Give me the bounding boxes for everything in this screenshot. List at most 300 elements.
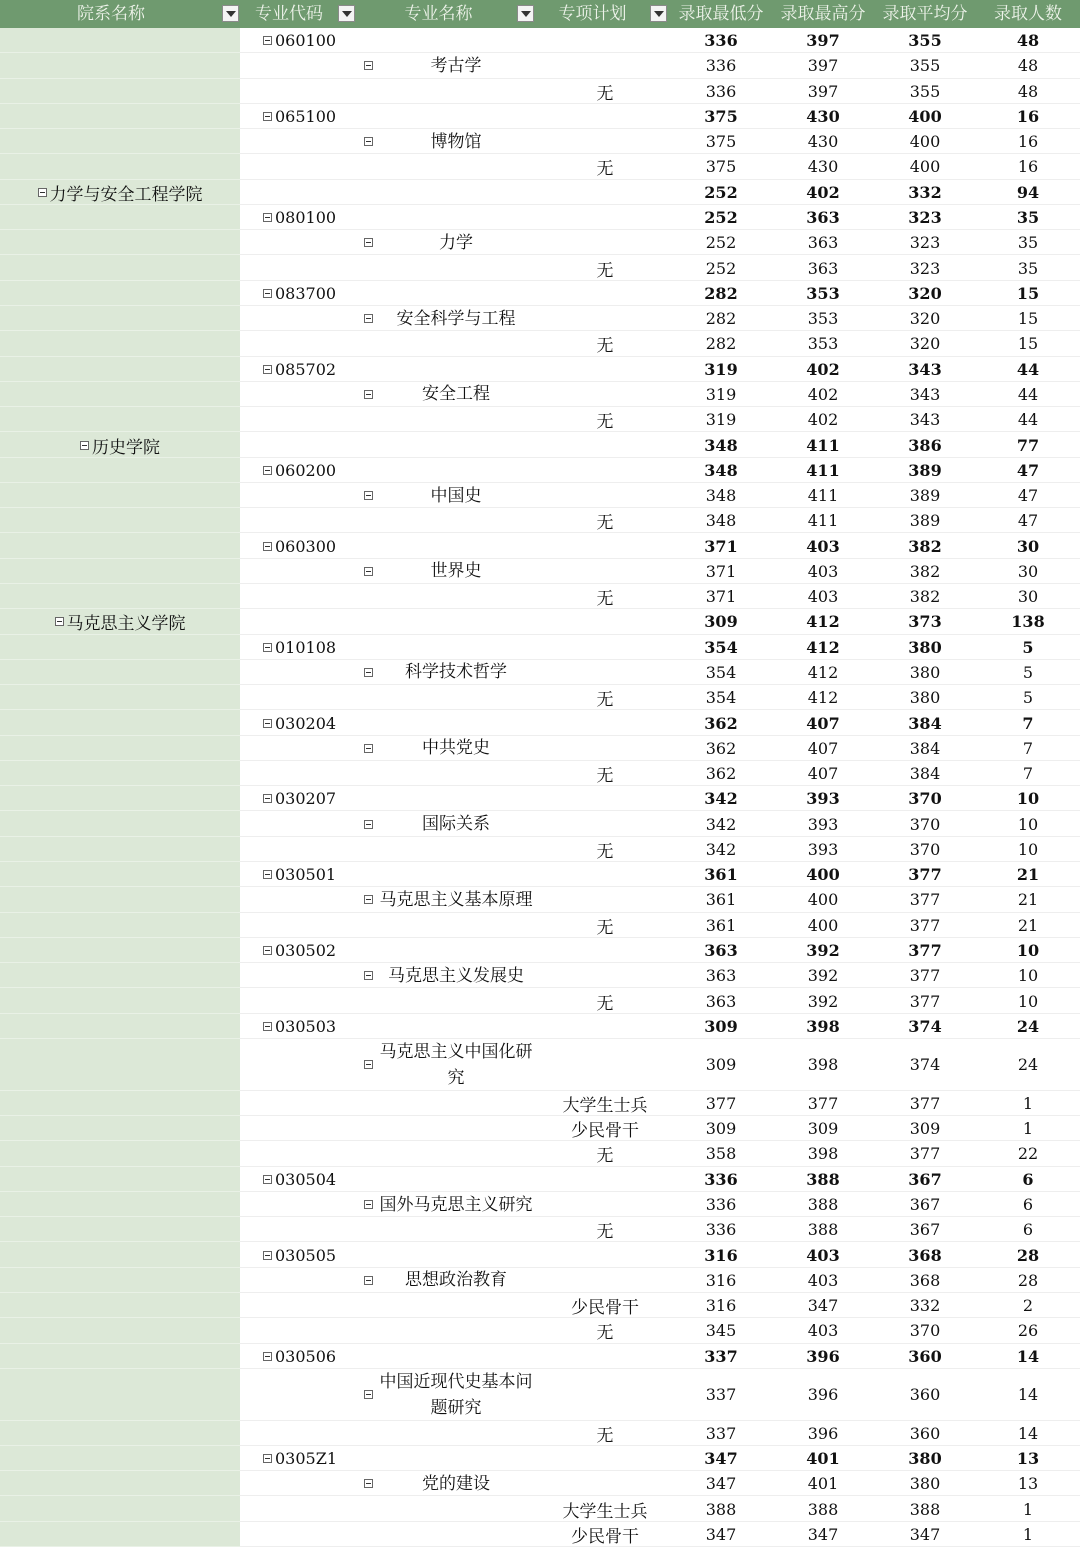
special-plan: 大学生士兵	[562, 1501, 648, 1522]
collapse-major-icon[interactable]	[364, 820, 373, 829]
avg-score: 377	[909, 991, 941, 1011]
admitted-count: 30	[1016, 536, 1040, 556]
admitted-count: 10	[1017, 814, 1039, 834]
avg-score: 388	[909, 1499, 941, 1519]
major-name: 国际关系	[422, 814, 490, 835]
special-plan-header: 专项计划	[558, 4, 627, 24]
major-code: 065100	[275, 106, 337, 126]
admitted-count: 7	[1022, 738, 1034, 758]
dept-name-filter-dropdown-icon[interactable]	[222, 5, 239, 22]
min-score: 282	[704, 283, 738, 303]
admitted-count: 7	[1022, 764, 1034, 784]
special-plan: 无	[596, 1146, 614, 1167]
max-score: 398	[806, 1016, 840, 1036]
major-name: 党的建设	[422, 1473, 490, 1494]
min-score: 361	[705, 890, 737, 910]
special-plan: 无	[596, 766, 614, 787]
collapse-major-icon[interactable]	[364, 567, 373, 576]
major-name: 中国史	[430, 485, 482, 506]
dept-name: 历史学院	[92, 437, 160, 458]
collapse-major-icon[interactable]	[364, 1479, 373, 1488]
plan-row	[0, 508, 1080, 533]
min-score: 388	[705, 1499, 737, 1519]
admitted-count: 138	[1011, 612, 1045, 632]
avg-score: 400	[909, 157, 941, 177]
special-plan: 无	[596, 993, 614, 1014]
plan-row	[0, 407, 1080, 432]
collapse-major-icon[interactable]	[364, 61, 373, 70]
collapse-code-icon[interactable]	[263, 870, 272, 879]
min-score: 336	[705, 1195, 737, 1214]
avg-score: 367	[909, 1220, 941, 1240]
collapse-major-icon[interactable]	[364, 1060, 373, 1069]
admitted-count: 77	[1016, 435, 1040, 455]
major-code-header: 专业代码	[255, 4, 323, 24]
collapse-major-icon[interactable]	[364, 744, 373, 753]
plan-row	[0, 255, 1080, 280]
max-score: 363	[806, 208, 840, 228]
admitted-count: 15	[1017, 334, 1039, 354]
min-score-header: 录取最低分	[678, 4, 764, 24]
min-score: 354	[705, 688, 737, 708]
avg-score: 377	[909, 1093, 941, 1113]
special-plan: 无	[596, 690, 614, 711]
avg-score: 347	[909, 1524, 941, 1544]
special-plan: 无	[596, 1425, 614, 1446]
admitted-count: 16	[1016, 106, 1040, 126]
collapse-dept-icon[interactable]	[80, 441, 89, 450]
admitted-count: 5	[1022, 662, 1034, 682]
avg-score: 382	[908, 536, 942, 556]
max-score: 396	[807, 1423, 839, 1443]
admitted-count: 44	[1017, 384, 1039, 404]
admitted-count: 22	[1017, 1144, 1039, 1164]
max-score: 400	[807, 915, 839, 935]
avg-score: 382	[909, 561, 941, 581]
min-score: 377	[705, 1093, 737, 1113]
major-code-row	[0, 786, 1080, 811]
admitted-count: 24	[1016, 1016, 1040, 1036]
major-name-row	[0, 887, 1080, 912]
admitted-count: 15	[1016, 283, 1040, 303]
min-score: 319	[705, 410, 737, 430]
admitted-count: 21	[1017, 890, 1039, 910]
collapse-major-icon[interactable]	[364, 491, 373, 500]
admitted-count: 48	[1017, 56, 1039, 76]
admitted-count: 6	[1022, 1195, 1034, 1214]
admitted-count: 16	[1017, 157, 1039, 177]
max-score: 392	[807, 966, 839, 986]
max-score: 412	[807, 688, 839, 708]
major-name: 究	[447, 1067, 465, 1088]
max-score: 309	[807, 1119, 839, 1139]
major-name: 国外马克思主义研究	[379, 1194, 533, 1215]
avg-score: 367	[908, 1169, 942, 1189]
max-score: 363	[807, 258, 839, 278]
collapse-code-icon[interactable]	[263, 946, 272, 955]
max-score: 402	[806, 182, 840, 202]
avg-score: 374	[908, 1016, 942, 1036]
collapse-code-icon[interactable]	[263, 542, 272, 551]
major-name: 考古学	[430, 55, 482, 76]
collapse-code-icon[interactable]	[263, 289, 272, 298]
special-plan: 无	[596, 513, 614, 534]
max-score: 402	[807, 384, 839, 404]
plan-row	[0, 584, 1080, 609]
min-score: 336	[705, 81, 737, 101]
min-score: 316	[705, 1270, 737, 1290]
max-score: 388	[807, 1195, 839, 1214]
admitted-count: 35	[1017, 258, 1039, 278]
plan-row	[0, 1217, 1080, 1242]
plan-row	[0, 761, 1080, 786]
max-score: 393	[807, 839, 839, 859]
collapse-code-icon[interactable]	[263, 466, 272, 475]
collapse-code-icon[interactable]	[263, 1454, 272, 1463]
plan-row	[0, 1116, 1080, 1141]
admitted-count: 47	[1017, 486, 1039, 506]
admitted-count: 5	[1022, 637, 1034, 657]
special-plan-filter-dropdown-icon[interactable]	[650, 5, 667, 22]
major-code-row	[0, 1242, 1080, 1267]
max-score: 396	[807, 1385, 839, 1405]
major-name-row	[0, 1268, 1080, 1293]
collapse-major-icon[interactable]	[364, 238, 373, 247]
max-score: 401	[806, 1449, 840, 1469]
plan-row	[0, 685, 1080, 710]
admitted-count: 21	[1017, 915, 1039, 935]
admitted-count: 7	[1022, 713, 1034, 733]
avg-score-header: 录取平均分	[882, 4, 968, 24]
major-name-row	[0, 382, 1080, 407]
admitted-count: 10	[1017, 991, 1039, 1011]
plan-row	[0, 1496, 1080, 1521]
avg-score: 360	[909, 1385, 941, 1405]
major-name: 马克思主义基本原理	[379, 889, 533, 910]
min-score: 371	[704, 536, 738, 556]
avg-score: 332	[908, 182, 942, 202]
avg-score: 309	[909, 1119, 941, 1139]
min-score: 362	[705, 738, 737, 758]
avg-score: 355	[909, 81, 941, 101]
collapse-major-icon[interactable]	[364, 1390, 373, 1399]
min-score: 363	[705, 991, 737, 1011]
admitted-count: 13	[1017, 1474, 1039, 1494]
collapse-dept-icon[interactable]	[38, 188, 47, 197]
min-score: 363	[705, 966, 737, 986]
special-plan: 无	[596, 841, 614, 862]
admitted-count: 10	[1016, 789, 1040, 809]
major-name-row	[0, 811, 1080, 836]
collapse-major-icon[interactable]	[364, 314, 373, 323]
collapse-code-icon[interactable]	[263, 365, 272, 374]
admitted-count: 28	[1017, 1270, 1039, 1290]
avg-score: 355	[908, 31, 942, 51]
avg-score: 320	[909, 309, 941, 329]
max-score: 397	[807, 81, 839, 101]
admitted-count: 48	[1016, 31, 1040, 51]
major-name-row	[0, 1369, 1080, 1421]
avg-score: 377	[909, 1144, 941, 1164]
admitted-count: 10	[1017, 839, 1039, 859]
min-score: 348	[704, 435, 738, 455]
major-code: 083700	[275, 283, 337, 303]
max-score: 430	[807, 157, 839, 177]
major-code-row	[0, 1446, 1080, 1471]
max-score: 400	[807, 890, 839, 910]
admitted-count: 14	[1017, 1385, 1039, 1405]
major-name-row	[0, 1039, 1080, 1091]
major-code: 030506	[275, 1346, 337, 1366]
min-score: 347	[705, 1524, 737, 1544]
min-score: 337	[704, 1346, 738, 1366]
major-name-row	[0, 483, 1080, 508]
dept-row	[0, 609, 1080, 634]
max-score: 393	[806, 789, 840, 809]
major-code: 030501	[275, 865, 337, 885]
special-plan: 少民骨干	[571, 1298, 639, 1319]
collapse-code-icon[interactable]	[263, 1251, 272, 1260]
max-score: 347	[807, 1296, 839, 1316]
min-score: 309	[705, 1055, 737, 1075]
max-score: 388	[807, 1220, 839, 1240]
max-score: 388	[807, 1499, 839, 1519]
plan-row	[0, 913, 1080, 938]
admitted-count: 10	[1016, 940, 1040, 960]
max-score: 430	[807, 132, 839, 152]
admitted-count: 16	[1017, 132, 1039, 152]
max-score: 412	[806, 612, 840, 632]
major-code-row	[0, 1167, 1080, 1192]
major-name: 马克思主义发展史	[388, 965, 524, 986]
avg-score: 400	[908, 106, 942, 126]
major-code-filter-dropdown-icon[interactable]	[338, 5, 355, 22]
collapse-major-icon[interactable]	[364, 971, 373, 980]
avg-score: 373	[908, 612, 942, 632]
major-name: 思想政治教育	[405, 1270, 507, 1291]
min-score: 337	[705, 1385, 737, 1405]
major-code: 030502	[275, 940, 337, 960]
max-score: 392	[807, 991, 839, 1011]
avg-score: 367	[909, 1195, 941, 1214]
min-score: 252	[705, 258, 737, 278]
min-score: 345	[705, 1321, 737, 1341]
major-code-row	[0, 1344, 1080, 1369]
admitted-count: 48	[1017, 81, 1039, 101]
max-score: 353	[807, 309, 839, 329]
avg-score: 343	[909, 410, 941, 430]
admitted-count: 6	[1022, 1169, 1034, 1189]
min-score: 348	[704, 460, 738, 480]
min-score: 252	[704, 182, 738, 202]
avg-score: 380	[909, 688, 941, 708]
avg-score: 360	[909, 1423, 941, 1443]
major-code-row	[0, 205, 1080, 230]
special-plan: 无	[596, 159, 614, 180]
admitted-count: 5	[1022, 688, 1034, 708]
collapse-major-icon[interactable]	[364, 137, 373, 146]
max-score: 411	[807, 486, 839, 506]
major-name: 力学	[439, 232, 473, 253]
min-score: 348	[705, 486, 737, 506]
admitted-count: 6	[1022, 1220, 1034, 1240]
admitted-count-header: 录取人数	[994, 4, 1062, 24]
max-score: 403	[806, 536, 840, 556]
min-score: 362	[705, 764, 737, 784]
plan-row	[0, 1141, 1080, 1166]
major-name-row	[0, 559, 1080, 584]
max-score: 353	[806, 283, 840, 303]
plan-row	[0, 837, 1080, 862]
max-score-header: 录取最高分	[780, 4, 866, 24]
min-score: 282	[705, 334, 737, 354]
major-code-row	[0, 357, 1080, 382]
max-score: 396	[806, 1346, 840, 1366]
major-code: 010108	[275, 637, 337, 657]
avg-score: 384	[908, 713, 942, 733]
admitted-count: 94	[1016, 182, 1040, 202]
min-score: 361	[704, 865, 738, 885]
admitted-count: 2	[1022, 1296, 1034, 1316]
min-score: 348	[705, 511, 737, 531]
major-name-row	[0, 1471, 1080, 1496]
max-score: 407	[806, 713, 840, 733]
min-score: 342	[705, 839, 737, 859]
plan-row	[0, 1522, 1080, 1547]
dept-name-header: 院系名称	[77, 4, 145, 24]
avg-score: 374	[909, 1055, 941, 1075]
max-score: 412	[806, 637, 840, 657]
collapse-code-icon[interactable]	[263, 719, 272, 728]
max-score: 397	[807, 56, 839, 76]
major-code: 030207	[275, 789, 337, 809]
collapse-major-icon[interactable]	[364, 390, 373, 399]
max-score: 411	[807, 511, 839, 531]
plan-row	[0, 331, 1080, 356]
collapse-code-icon[interactable]	[263, 1022, 272, 1031]
special-plan: 无	[596, 412, 614, 433]
min-score: 354	[705, 662, 737, 682]
collapse-code-icon[interactable]	[263, 794, 272, 803]
min-score: 363	[704, 940, 738, 960]
min-score: 316	[705, 1296, 737, 1316]
plan-row	[0, 154, 1080, 179]
collapse-major-icon[interactable]	[364, 668, 373, 677]
special-plan: 无	[596, 917, 614, 938]
major-code: 060100	[275, 31, 337, 51]
min-score: 336	[704, 31, 738, 51]
collapse-code-icon[interactable]	[263, 112, 272, 121]
admitted-count: 28	[1016, 1245, 1040, 1265]
min-score: 375	[705, 157, 737, 177]
special-plan: 无	[596, 260, 614, 281]
avg-score: 377	[909, 966, 941, 986]
special-plan: 无	[596, 589, 614, 610]
avg-score: 400	[909, 132, 941, 152]
collapse-dept-icon[interactable]	[55, 617, 64, 626]
admitted-count: 15	[1017, 309, 1039, 329]
max-score: 363	[807, 233, 839, 253]
admitted-count: 24	[1017, 1055, 1039, 1075]
avg-score: 332	[909, 1296, 941, 1316]
collapse-major-icon[interactable]	[364, 1200, 373, 1209]
admitted-count: 14	[1017, 1423, 1039, 1443]
collapse-code-icon[interactable]	[263, 213, 272, 222]
plan-row	[0, 1091, 1080, 1116]
collapse-major-icon[interactable]	[364, 1276, 373, 1285]
major-name-header: 专业名称	[404, 4, 473, 24]
special-plan: 少民骨干	[571, 1526, 639, 1547]
major-name: 安全工程	[422, 384, 490, 405]
major-name-row	[0, 736, 1080, 761]
collapse-code-icon[interactable]	[263, 36, 272, 45]
major-code-row	[0, 710, 1080, 735]
max-score: 411	[806, 460, 840, 480]
max-score: 393	[807, 814, 839, 834]
avg-score: 368	[909, 1270, 941, 1290]
major-name-row	[0, 129, 1080, 154]
major-name-filter-dropdown-icon[interactable]	[517, 5, 534, 22]
major-code: 060200	[275, 460, 337, 480]
max-score: 400	[806, 865, 840, 885]
collapse-code-icon[interactable]	[263, 643, 272, 652]
avg-score: 370	[909, 839, 941, 859]
admitted-count: 47	[1016, 460, 1040, 480]
min-score: 375	[704, 106, 738, 126]
avg-score: 343	[909, 384, 941, 404]
avg-score: 368	[908, 1245, 942, 1265]
min-score: 282	[705, 309, 737, 329]
admitted-count: 1	[1022, 1093, 1034, 1113]
major-name-row	[0, 963, 1080, 988]
plan-row	[0, 79, 1080, 104]
dept-row	[0, 180, 1080, 205]
major-code: 0305Z1	[275, 1449, 338, 1469]
major-code: 030204	[275, 713, 337, 733]
major-name-row	[0, 306, 1080, 331]
major-name: 题研究	[430, 1397, 482, 1418]
collapse-code-icon[interactable]	[263, 1175, 272, 1184]
avg-score: 355	[909, 56, 941, 76]
min-score: 336	[705, 56, 737, 76]
max-score: 403	[807, 587, 839, 607]
admitted-count: 44	[1016, 359, 1040, 379]
major-name: 科学技术哲学	[405, 662, 507, 683]
max-score: 412	[807, 662, 839, 682]
collapse-code-icon[interactable]	[263, 1352, 272, 1361]
max-score: 430	[806, 106, 840, 126]
admitted-count: 1	[1022, 1524, 1034, 1544]
admitted-count: 30	[1017, 561, 1039, 581]
min-score: 361	[705, 915, 737, 935]
avg-score: 389	[908, 460, 942, 480]
avg-score: 370	[909, 1321, 941, 1341]
max-score: 402	[807, 410, 839, 430]
max-score: 392	[806, 940, 840, 960]
major-code-row	[0, 635, 1080, 660]
major-code: 030505	[275, 1245, 337, 1265]
avg-score: 386	[908, 435, 942, 455]
major-code-row	[0, 533, 1080, 558]
min-score: 309	[704, 612, 738, 632]
min-score: 354	[704, 637, 738, 657]
collapse-major-icon[interactable]	[364, 895, 373, 904]
max-score: 347	[807, 1524, 839, 1544]
major-name-row	[0, 660, 1080, 685]
max-score: 407	[807, 738, 839, 758]
major-code: 030504	[275, 1169, 337, 1189]
admitted-count: 10	[1017, 966, 1039, 986]
